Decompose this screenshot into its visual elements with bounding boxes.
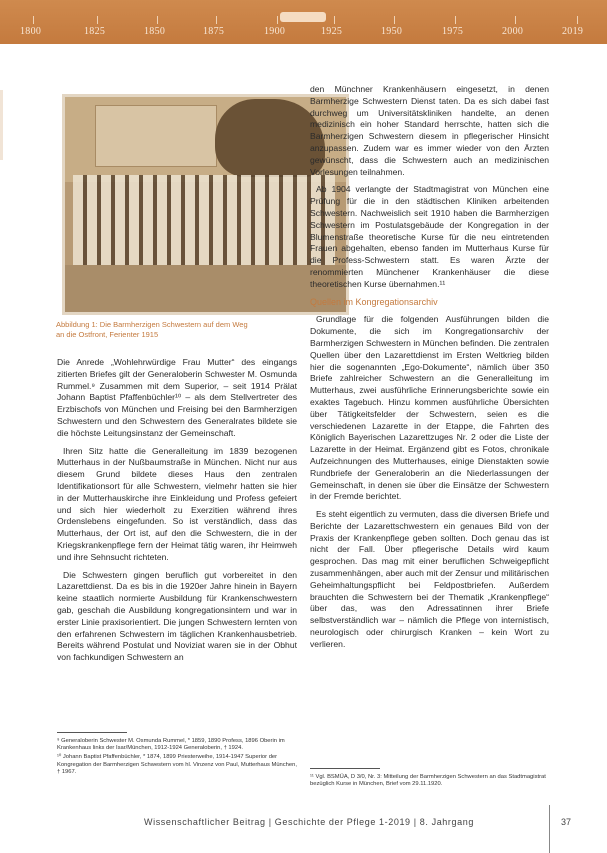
timeline-tick [33,16,34,24]
timeline-year: 1875 [203,26,225,37]
timeline-year: 1975 [442,26,464,37]
section-heading: Quellen im Kongregationsarchiv [310,296,438,307]
timeline-year: 1950 [381,26,403,37]
timeline-tick [157,16,158,24]
paragraph: Die Anrede „Wohlehrwürdige Frau Mutter“ des eingangs zitierten Briefes gilt der Generaloberin Schwester M. Osmunda Rummel.⁹ Zusammen mit dem Superior, – seit 1914 Prälat Johann Baptist Pfaffenbüchler¹⁰ – als dem Stellvertreter des Erzbischofs von München und Freising bei den Barmherzigen Schwestern und den Schwestern des Generalrates bildete sie die höchste Leitungsinstanz der Gemeinschaft. [57,357,297,438]
footnotes-left [57,738,297,776]
paragraph: Ihren Sitz hatte die Generalleitung im 1839 bezogenen Mutterhaus in der Nußbaumstraße in München. Nicht nur aus diesem Grund bildete dieses Haus den zentralen Identifikationsort für alle Schwestern, vielmehr hatten sie hier in der Mutterhauskirche ihre Einkleidung und Profess gefeiert und sich hier wiederholt zu Exerzitien während ihres Ordenslebens eingefunden. So ist verständlich, dass das Mutterhaus, der Ort ist, auf den die Schwestern, die in der Kriegskrankenpflege fern der Heimat tätig waren, ihr Heimweh und ihre Sehnsucht richteten. [57,445,297,562]
paragraph: Es steht eigentlich zu vermuten, dass die diversen Briefe und Berichte der Lazarettschwestern ein genaues Bild von der Praxis der Krankenpflege geben sollten. Doch genau das ist nicht der Fall. Über pflegerische Details wird kaum gesprochen. Das mag mit einer beruflichen Schweigepflicht zusammenhängen, aber auch mit der Zensur und militärischen Geheimhaltungspflicht bei Feldpostbriefen. Außerdem brauchten die Schwestern bei der Thematik „Krankenpflege“ über das, was den Adressatinnen ihrer Briefe selbstverständlich war – nämlich die Pflege von internistisch, neurologisch oder chirurgisch Kranken – kein Wort zu verlieren. [310,509,549,649]
photo-ground [65,265,346,312]
paragraph: Ab 1904 verlangte der Stadtmagistrat von München eine Prüfung für die in den städtischen Kliniken arbeitenden Schwestern. Nachweislich seit 1910 haben die Barmherzigen Schwestern im Postulatsgebäude der Kongregation in der Blumenstraße theoretische Kurse für die neu eintretenden Frauen abgehalten, ebenso fanden im Mutterhaus Kurse für die Profess-Schwestern statt. Es waren Ärzte der renommierten Münchener Krankenhäuser die diese theoretischen Kurse übernahmen.¹¹ [310,184,549,289]
page-edge-mark [0,90,3,160]
footnote-rule [310,768,380,769]
timeline-tick [394,16,395,24]
timeline-tick [97,16,98,24]
right-column [310,84,549,657]
footnote-rule [57,732,127,733]
photo-sisters-group [73,175,335,265]
timeline-tick [455,16,456,24]
paragraph: den Münchner Krankenhäusern eingesetzt, in denen Barmherzige Schwestern Dienst taten. Da es sich dabei fast durchweg um Universitätskliniken handelte, an denen medizinisch ein hoher Standard herrschte, hatten sich die Barmherzigen Schwestern diesem in pflegerischer Hinsicht anzupassen. Zudem war es immer wieder von den Ärzten gewünscht, dass die Schwestern auch an medizinischen Vorlesungen teilnahmen. [310,84,549,177]
timeline-year: 2019 [562,26,584,37]
timeline-tick [277,16,278,24]
timeline-year: 1925 [321,26,343,37]
footnote: ⁹ Generaloberin Schwester M. Osmunda Rummel, * 1859, 1890 Profess, 1896 Oberin im Krankenhaus links der Isar/München, 1912-1924 Generaloberin, † 1924. [57,738,285,752]
historical-photo [65,97,346,312]
timeline-year: 1825 [84,26,106,37]
page-number: 37 [561,817,572,827]
photo-building [95,105,217,167]
timeline-year: 1900 [264,26,286,37]
timeline-tick [577,16,578,24]
footer-divider [549,805,550,853]
figure-caption: Abbildung 1: Die Barmherzigen Schwestern auf dem Weg an die Ostfront, Ferienter 1915 [56,320,248,339]
paragraph: Die Schwestern gingen beruflich gut vorbereitet in den Lazarettdienst. Da es bis in die 1920er Jahre hinein in Bayern keine staatlich normierte Ausbildung für Krankenschwestern gab, geschah die Ausbildung kongregationsintern und war in erster Linie praxisorientiert. Die jungen Schwestern lernten von den erfahrenen Schwestern im täglichen Krankenhausbetrieb. Bereits während Postulat und Noviziat waren sie in der Obhut von fachkundigen Schwestern an [57,569,297,663]
timeline-year: 1850 [144,26,166,37]
timeline-tick [334,16,335,24]
running-footer: Wissenschaftlicher Beitrag | Geschichte der Pflege 1-2019 | 8. Jahrgang [144,817,474,827]
footnotes-right [310,774,549,788]
timeline-highlight [280,12,326,22]
left-column [57,357,297,670]
timeline-tick [515,16,516,24]
paragraph: Grundlage für die folgenden Ausführungen bilden die Dokumente, die sich im Kongregationsarchiv der Barmherzigen Schwestern in München befinden. Die zentralen Quellen über den Lazarettdienst im Ersten Weltkrieg bilden hier die sogenannten „Ego-Dokumente“, nämlich über 350 Briefe zahlreicher Schwestern an die Generalleitung im Mutterhaus, zwei ausführliche Erinnerungsberichte sowie ein exaktes Tagebuch. Hinzu kommen ausführliche Übersichten über Tätigkeitsfelder der Schwestern, seien es die verschiedenen Lazarette in der Etappe, die Fahrten des Königlich Bayerischen Lazarettzuges Nr. 2 oder die Liste der Lazarette in der Heimat. Ergänzend gibt es Fotos, chronikale Aufzeichnungen des Mutterhauses, einige Dienstakten sowie Rundbriefe der Generaloberin an die Niederlassungen der Gemeinschaft, in denen sie über die Einsätze der Schwestern in der Fremde berichtet. [310,314,549,502]
footnote: ¹⁰ Johann Baptist Pfaffenbüchler, * 1874, 1899 Priesterweihe, 1914-1947 Superior der Kongregation der Barmherzigen Schwestern vom hl. Vinzenz von Paul, Mutterhaus München, † 1967. [57,754,297,775]
timeline-header [0,0,607,44]
timeline-year: 1800 [20,26,42,37]
footnote: ¹¹ Vgl. BSMÜA, D 3/0, Nr. 3: Mitteilung der Barmherzigen Schwestern an das Stadtmagistrat bezüglich Kurse in München, Brief vom 29.11.1920. [310,774,546,788]
timeline-year: 2000 [502,26,524,37]
timeline-tick [216,16,217,24]
